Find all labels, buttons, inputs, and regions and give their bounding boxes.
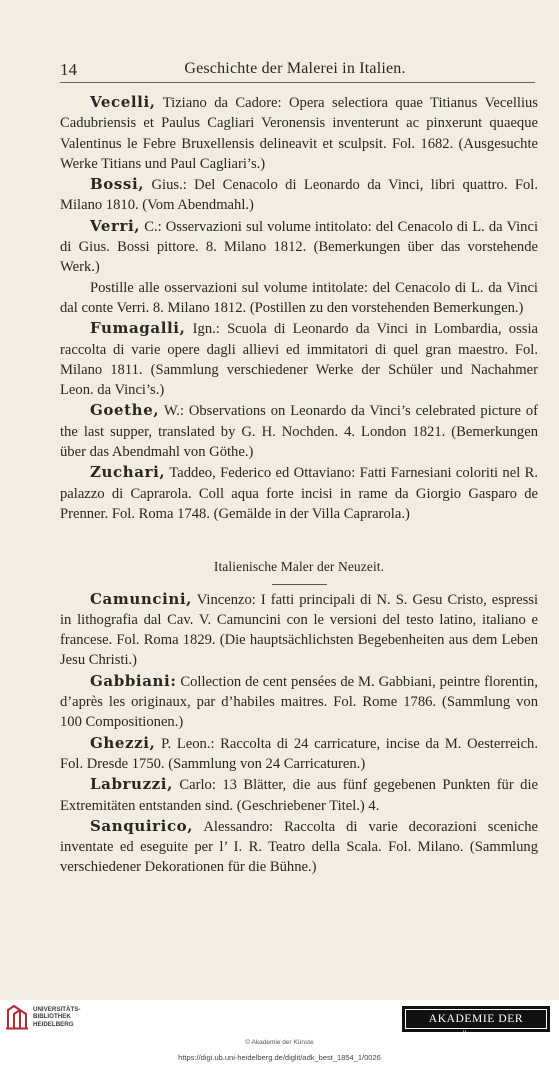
entry-text: Alessandro: Raccolta di varie decorazioni sceniche inventate ed eseguite per l’ I. R. Teatro della Scala. Fol. Milano. (Sammlung verschiedener Dekorationen für die Bühne.)	[60, 818, 539, 876]
header-rule	[60, 82, 535, 83]
bibliography-entry	[60, 774, 538, 816]
bibliography-entry	[60, 462, 538, 524]
entry-text: C.: Osservazioni sul volume intitolato: del Cenacolo di L. da Vinci di Gius. Bossi pittore. 8. Milano 1812. (Bemerkungen über das vorstehende Werk.)	[60, 218, 539, 276]
bibliography-entry	[60, 174, 538, 216]
author-name: Camuncini,	[90, 589, 192, 608]
bibliography-entry	[60, 816, 538, 878]
author-name: Sanquirico,	[90, 816, 194, 835]
akademie-logo-text: AKADEMIE DER KÜNSTE	[405, 1009, 547, 1029]
entry-text: Collection de cent pensées de M. Gabbiani, peintre florentin, d’après les originaux, par d’habiles maitres. Fol. Rome 1786. (Sammlung von 100 Compositionen.)	[60, 673, 538, 731]
entries-part1	[60, 92, 538, 524]
running-title: Geschichte der Malerei in Italien.	[184, 60, 406, 77]
author-name: Verri,	[90, 216, 141, 235]
entry-text: W.: Observations on Leonardo da Vinci’s celebrated picture of the last supper, translated by G. H. Nochden. 4. London 1821. (Bemerkungen über das Abendmahl von Göthe.)	[60, 403, 539, 461]
page-header	[60, 60, 530, 82]
viewer-footer	[0, 1000, 559, 1065]
author-name: Zuchari,	[90, 463, 166, 482]
entry-text: Gius.: Del Cenacolo di Leonardo da Vinci, libri quattro. Fol. Milano 1810. (Vom Abendmahl.)	[60, 177, 538, 214]
entry-text: Postille alle osservazioni sul volume intitolate: del Cenacolo di L. da Vinci dal conte Verri. 8. Milano 1812. (Postillen zu den vorstehenden Bemerkungen.)	[60, 279, 538, 316]
library-emblem-icon	[6, 1004, 30, 1030]
library-name: UNIVERSITÄTS- BIBLIOTHEK HEIDELBERG	[33, 1006, 81, 1028]
bibliography-entry	[60, 92, 538, 174]
body-text	[60, 92, 538, 878]
author-name: Bossi,	[90, 175, 145, 194]
author-name: Gabbiani:	[90, 671, 177, 690]
bibliography-entry	[60, 278, 538, 319]
author-name: Ghezzi,	[90, 733, 156, 752]
entry-text: Tiziano da Cadore: Opera selectiora quae Titianus Vecellius Cadubriensis et Paulus Cagliari Veronensis inventerunt ac pinxerunt quaeque Valentinus le Febre Bruxellensis delineavit et sculpsit. Fol. 1682. (Ausgesuchte Werke Titians und Paul Cagliari’s.)	[60, 95, 538, 172]
section-rule	[272, 584, 327, 585]
bibliography-entry	[60, 318, 538, 400]
bibliography-entry	[60, 400, 538, 462]
permalink-url[interactable]: https://digi.ub.uni-heidelberg.de/diglit/adk_best_1854_1/0026	[178, 1053, 381, 1062]
entry-text: Ign.: Scuola di Leonardo da Vinci in Lombardia, ossia raccolta di varie opere dagli allievi ed immitatori di quel gran maestro. Fol. Milano 1811. (Sammlung verschiedener Werke der Schüler und Nachahmer Leon. da Vinci’s.)	[60, 321, 538, 399]
entry-text: Carlo: 13 Blätter, die aus fünf gegebenen Punkten für die Extremitäten entstanden sind. (Geschriebener Titel.) 4.	[60, 777, 539, 814]
author-name: Fumagalli,	[90, 319, 186, 338]
bibliography-entry	[60, 216, 538, 278]
section-title: Italienische Maler der Neuzeit.	[213, 559, 385, 575]
entry-text: Vincenzo: I fatti principali di N. S. Gesu Cristo, espressi in lithografia dal Cav. V. Camuncini con le versioni del testo latino, italiano e francese. Fol. Roma 1829. (Die hauptsächlichsten Begebenheiten aus dem Leben Jesu Christi.)	[60, 591, 538, 669]
akademie-logo[interactable]	[402, 1006, 550, 1043]
bibliography-entry	[60, 671, 538, 733]
author-name: Labruzzi,	[90, 775, 173, 794]
author-name: Vecelli,	[90, 93, 156, 111]
entry-text: P. Leon.: Raccolta di 24 carricature, incise da M. Oesterreich. Fol. Dresde 1750. (Sammlung von 24 Carricaturen.)	[60, 735, 538, 772]
entry-text: Taddeo, Federico ed Ottaviano: Fatti Farnesiani coloriti nel R. palazzo di Caprarola. Coll aqua forte incisi in rame da Giorgio Gasparo de Prenner. Fol. Roma 1748. (Gemälde in der Villa Caprarola.)	[60, 465, 539, 522]
entries-part2	[60, 589, 538, 878]
author-name: Goethe,	[90, 401, 160, 420]
bibliography-entry	[60, 733, 538, 775]
bibliography-entry	[60, 589, 538, 671]
copyright-notice: © Akademie der Künste	[245, 1039, 314, 1046]
university-library-logo[interactable]	[6, 1004, 106, 1032]
page-number: 14	[60, 60, 77, 79]
